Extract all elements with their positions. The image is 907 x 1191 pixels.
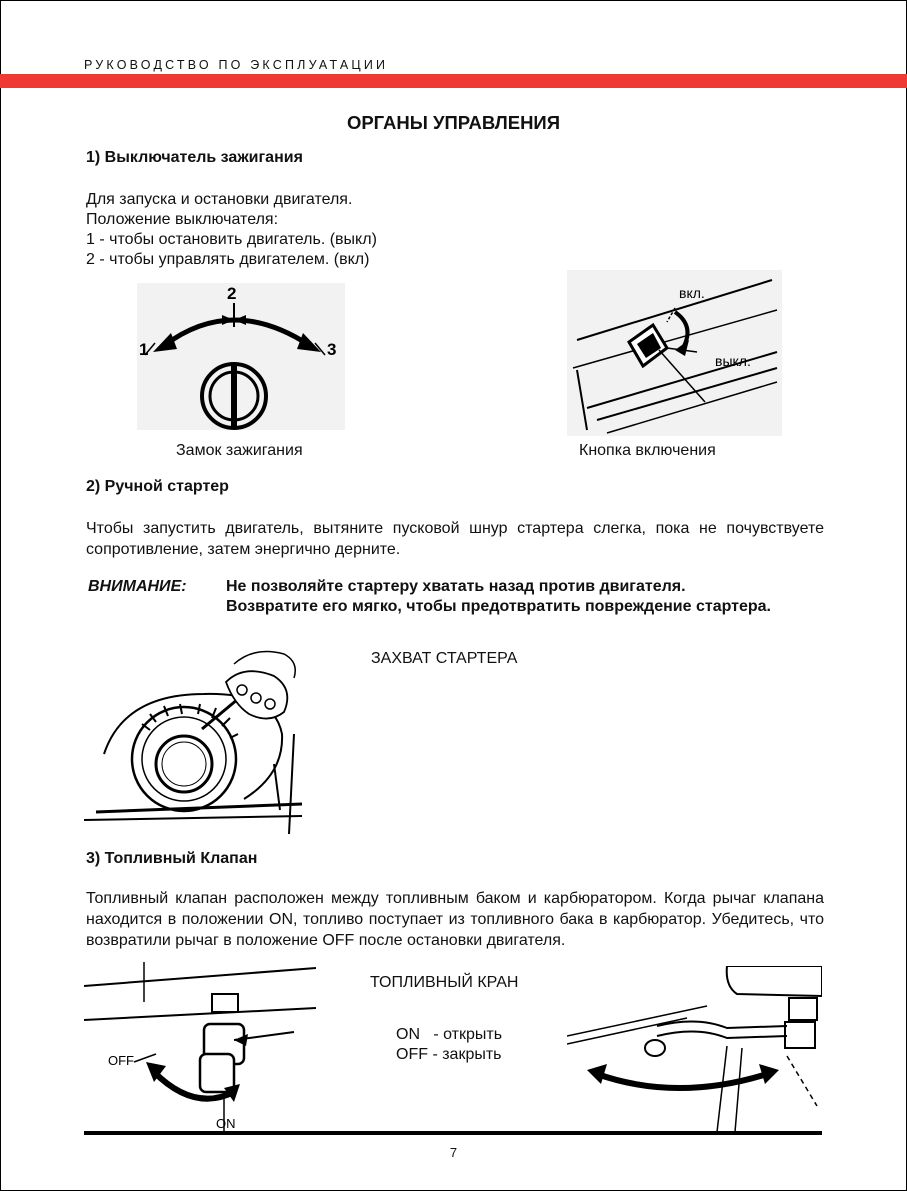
ignition-lock-caption: Замок зажигания [176, 442, 303, 459]
section-1-line-3: 1 - чтобы остановить двигатель. (выкл) [86, 231, 377, 248]
valve-label-off: OFF [108, 1053, 134, 1068]
section-2-heading: 2) Ручной стартер [86, 478, 229, 495]
power-switch-figure [567, 270, 782, 436]
page-number: 7 [449, 1145, 458, 1160]
ignition-label-3: 3 [327, 340, 337, 359]
section-1-line-2: Положение выключателя: [86, 211, 279, 228]
starter-grip-label: ЗАХВАТ СТАРТЕРА [371, 650, 518, 667]
ignition-label-1: 1 [139, 340, 149, 359]
fuel-valve-label: ТОПЛИВНЫЙ КРАН [370, 974, 519, 991]
section-1-line-1: Для запуска и остановки двигателя. [86, 191, 353, 208]
fuel-valve-figure-left [84, 962, 316, 1132]
ignition-label-2: 2 [227, 284, 237, 303]
fuel-on-line: ON - открыть [396, 1026, 503, 1043]
fuel-valve-figure-right [567, 966, 822, 1132]
fuel-off-line: OFF - закрыть [396, 1046, 502, 1063]
section-1-heading: 1) Выключатель зажигания [86, 149, 303, 166]
switch-label-off: выкл. [715, 353, 751, 369]
running-header: РУКОВОДСТВО ПО ЭКСПЛУАТАЦИИ [84, 58, 389, 72]
footer-rule [84, 1131, 822, 1135]
header-red-bar [0, 74, 907, 88]
page-title: ОРГАНЫ УПРАВЛЕНИЯ [346, 112, 561, 133]
ignition-lock-figure [137, 283, 345, 430]
section-3-heading: 3) Топливный Клапан [86, 850, 258, 867]
starter-grip-figure [84, 634, 304, 834]
switch-label-on: вкл. [679, 285, 705, 301]
warning-line-1: Не позволяйте стартеру хватать назад против двигателя. [226, 578, 686, 595]
valve-label-on: ON [216, 1116, 236, 1131]
section-1-line-4: 2 - чтобы управлять двигателем. (вкл) [86, 251, 370, 268]
warning-line-2: Возвратите его мягко, чтобы предотвратить повреждение стартера. [226, 598, 771, 615]
section-2-text: Чтобы запустить двигатель, вытяните пусковой шнур стартера слегка, пока не почувствуете сопротивление, затем энергично дерните. [86, 520, 824, 558]
section-3-text: Топливный клапан расположен между топливным баком и карбюратором. Когда рычаг клапана находится в положении ON, топливо поступает из топливного бака в карбюратор. Убедитесь, что возвратили рычаг в положение OFF после остановки двигателя. [86, 890, 824, 949]
power-switch-caption: Кнопка включения [579, 442, 716, 459]
warning-label: ВНИМАНИЕ: [88, 578, 187, 595]
